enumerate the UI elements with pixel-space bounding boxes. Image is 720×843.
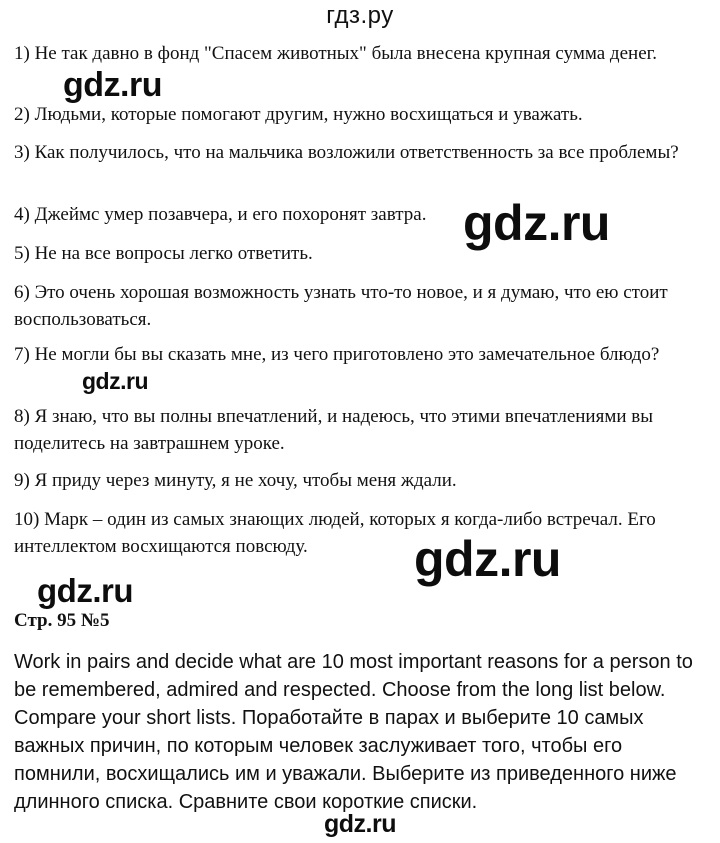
answer-6: 6) Это очень хорошая возможность узнать что-то новое, и я думаю, что ею стоит воспользоваться.	[14, 282, 668, 330]
answer-10: 10) Марк – один из самых знающих людей, которых я когда-либо встречал. Его интеллектом восхищаются повсюду.	[14, 509, 656, 557]
answer-3: 3) Как получилось, что на мальчика возложили ответственность за все проблемы?	[14, 142, 679, 163]
answer-5: 5) Не на все вопросы легко ответить.	[14, 243, 313, 264]
watermark: gdz.ru	[37, 572, 133, 609]
answer-7: 7) Не могли бы вы сказать мне, из чего приготовлено это замечательное блюдо?	[14, 344, 660, 365]
watermark: gdz.ru	[63, 66, 162, 104]
watermark: gdz.ru	[324, 810, 396, 838]
watermark: gdz.ru	[414, 531, 561, 587]
answer-8: 8) Я знаю, что вы полны впечатлений, и надеюсь, что этими впечатлениями вы поделитесь на завтрашнем уроке.	[14, 406, 654, 454]
section-heading: Стр. 95 №5	[14, 610, 110, 631]
answer-2: 2) Людьми, которые помогают другим, нужно восхищаться и уважать.	[14, 104, 583, 125]
answer-4: 4) Джеймс умер позавчера, и его похоронят завтра.	[14, 204, 427, 225]
task-text: Work in pairs and decide what are 10 most important reasons for a person to be remembered, admired and respected. Choose from the long list below. Compare your short lists. Поработайте в парах и выберите 10 самых важных причин, по которым человек заслуживает того, чтобы его помнили, восхищались им и уважали. Выберите из приведенного ниже длинного списка. Сравните свои короткие списки.	[14, 651, 693, 813]
watermark: gdz.ru	[82, 368, 148, 394]
answer-1: 1) Не так давно в фонд "Спасем животных" была внесена крупная сумма денег.	[14, 43, 658, 64]
site-header: гдз.ру	[326, 2, 394, 29]
answer-9: 9) Я приду через минуту, я не хочу, чтобы меня ждали.	[14, 470, 457, 491]
watermark: gdz.ru	[463, 195, 610, 251]
